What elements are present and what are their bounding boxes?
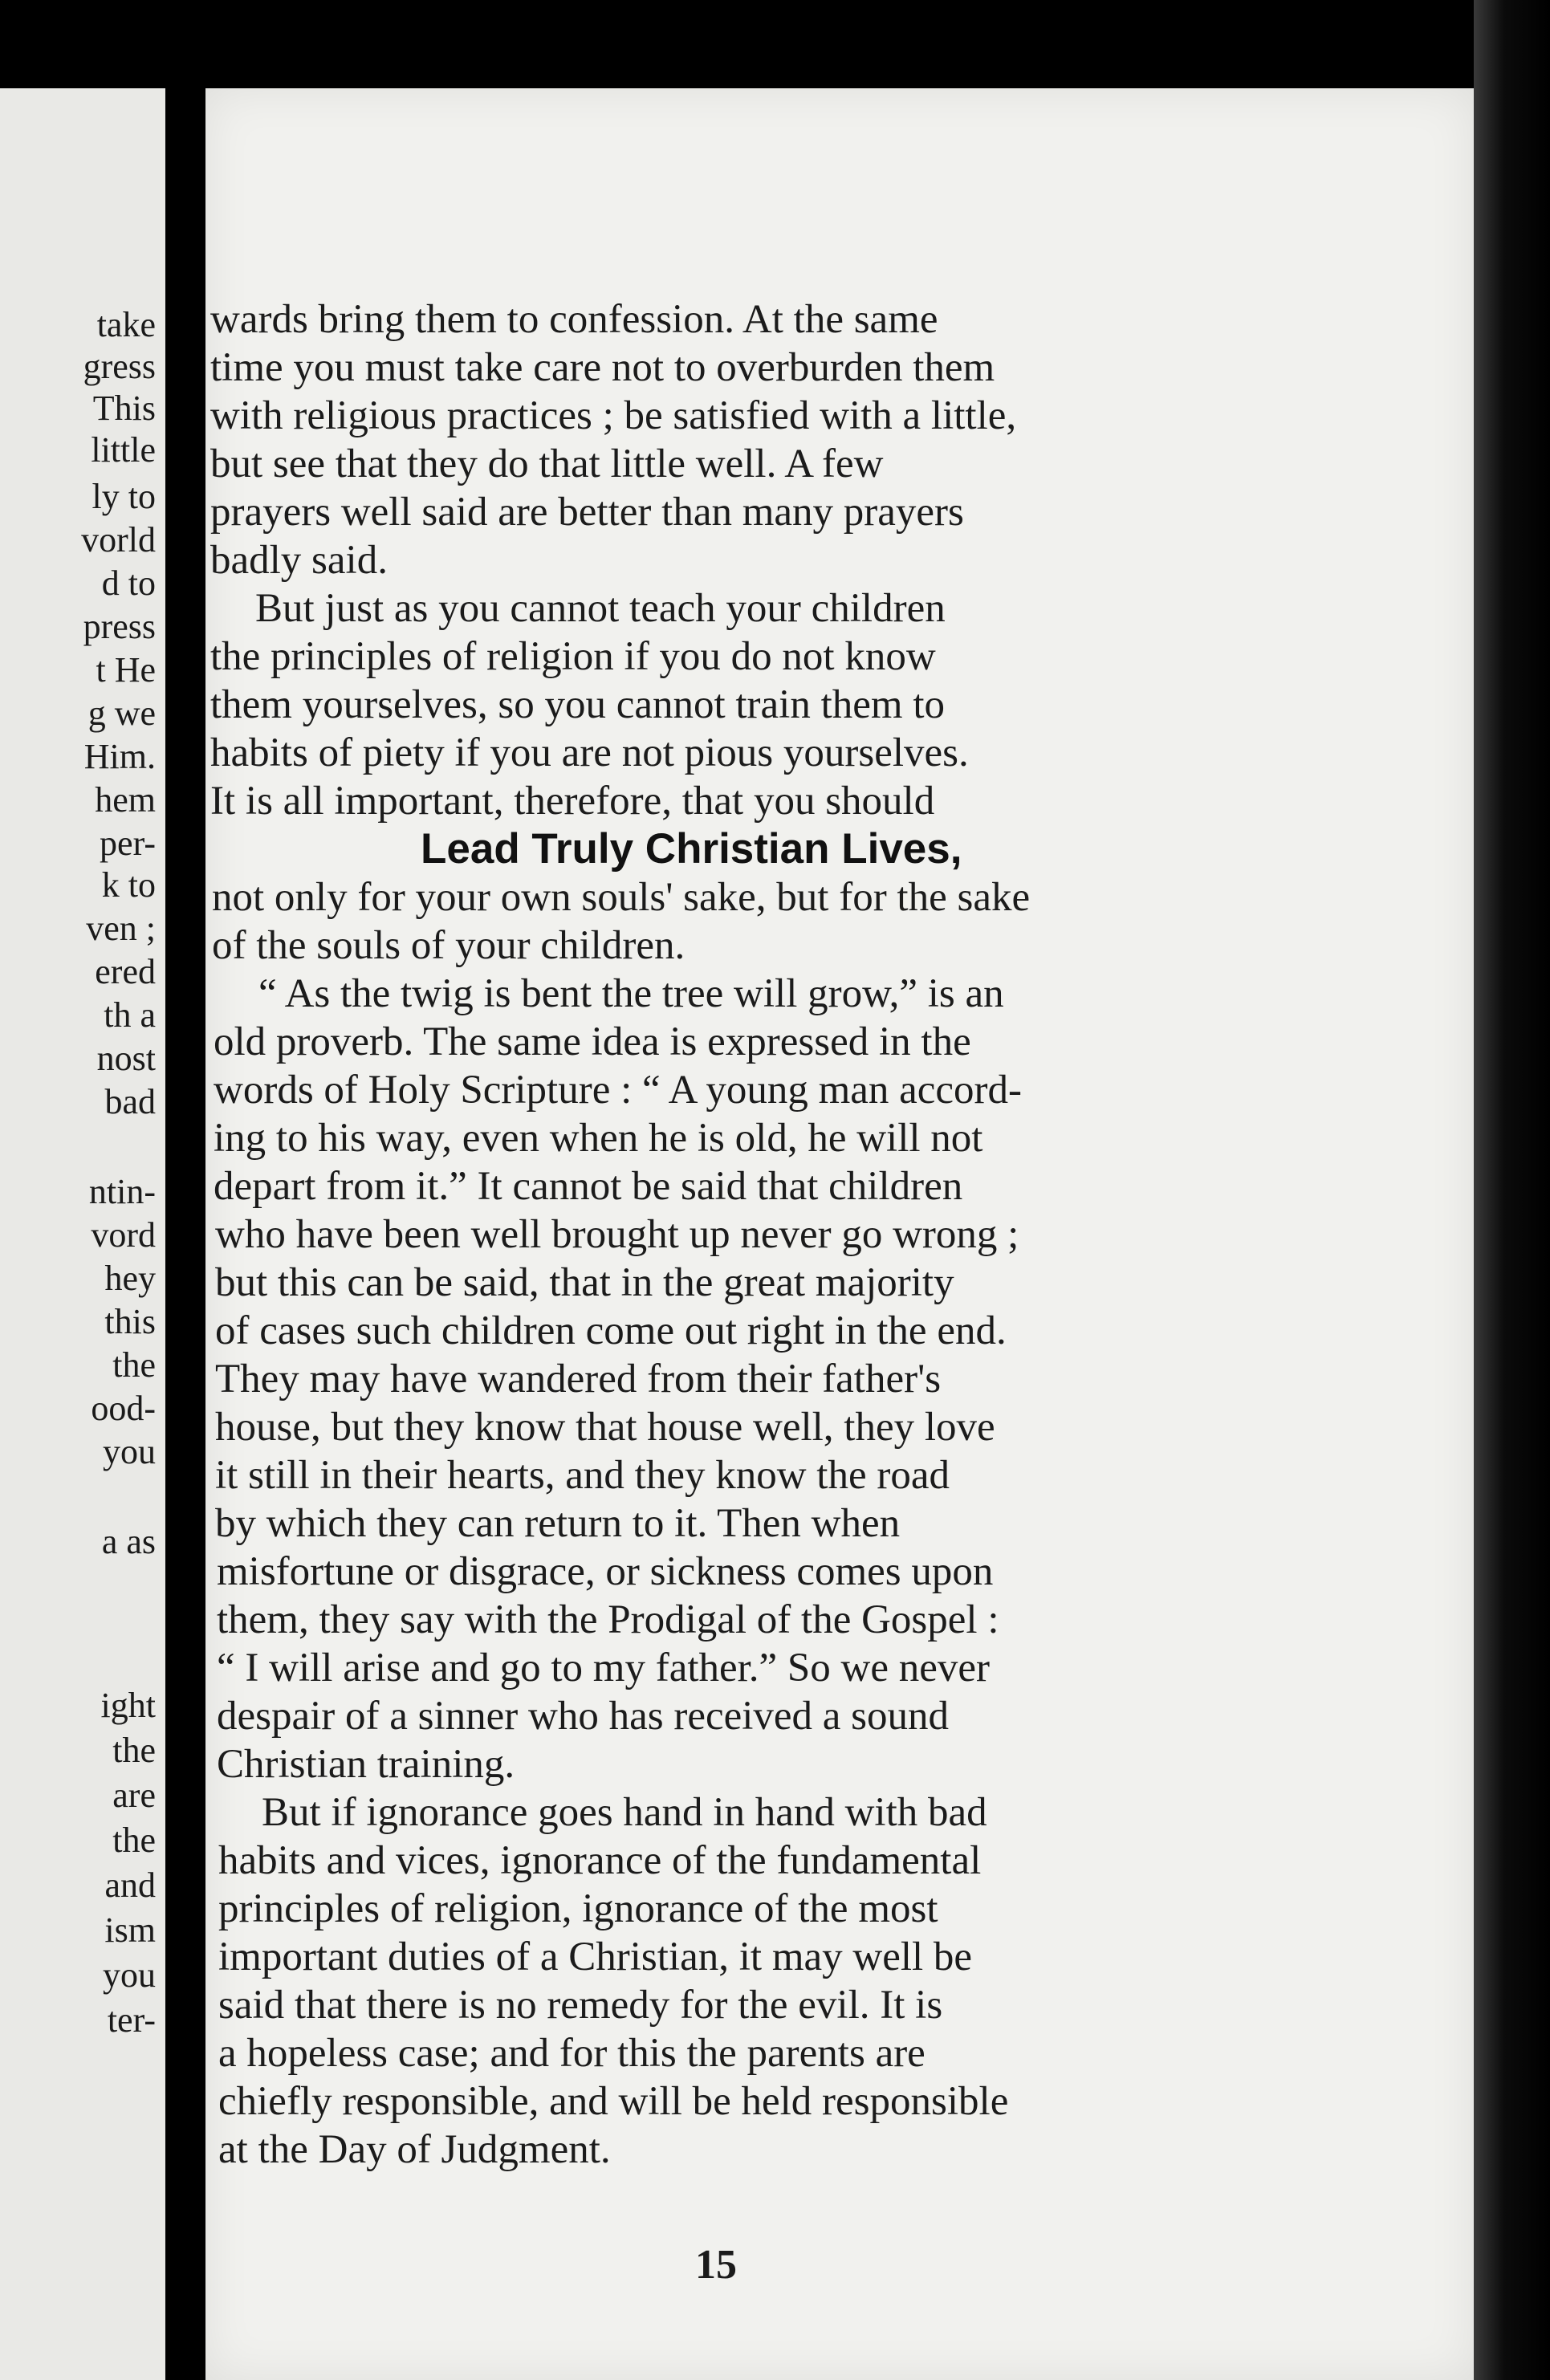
text-line: old proverb. The same idea is expressed in the [214,1019,971,1064]
text-line: but this can be said, that in the great majority [215,1260,954,1305]
left-page-fragment: ood- [91,1389,156,1428]
text-line: But if ignorance goes hand in hand with bad [262,1790,987,1835]
left-page-fragment: gress [83,347,156,386]
text-line: despair of a sinner who has received a sound [217,1694,950,1739]
text-line: words of Holy Scripture : “ A young man accord- [214,1068,1023,1113]
text-line: them yourselves, so you cannot train them to [210,682,945,727]
page-edge-shadow [1474,0,1550,2380]
left-page-fragment: Him. [83,737,156,776]
left-page-edge [0,88,165,2380]
left-page-fragment: d to [101,563,156,603]
text-line: wards bring them to confession. At the same [210,297,938,342]
left-page-fragment: the [112,1731,156,1770]
left-page-fragment: ter- [107,2000,156,2040]
text-line: house, but they know that house well, they love [215,1405,995,1450]
text-line: habits of piety if you are not pious yourselves. [210,730,969,775]
text-line: a hopeless case; and for this the parents are [218,2031,926,2076]
left-page-fragment: little [91,430,156,470]
left-page-fragment: are [112,1776,156,1815]
left-page-fragment: vorld [81,520,156,559]
left-page-fragment: ered [95,952,156,991]
text-line: of cases such children come out right in the end. [215,1308,1007,1353]
left-page-fragment: ven ; [86,909,156,948]
left-page-fragment: the [112,1345,156,1385]
text-line: habits and vices, ignorance of the fundamental [218,1838,982,1883]
right-page [205,88,1474,2380]
text-line: “ As the twig is bent the tree will grow,” is an [258,971,1004,1016]
left-page-fragment: ism [104,1910,156,1950]
left-page-fragment: bad [104,1082,156,1121]
text-line: Christian training. [217,1742,515,1787]
text-line: not only for your own souls' sake, but for the sake [212,875,1031,920]
left-page-fragment: this [104,1302,156,1341]
text-line: of the souls of your children. [212,923,685,968]
text-line: important duties of a Christian, it may well be [218,1935,973,1979]
text-line: chiefly responsible, and will be held responsible [218,2079,1009,2124]
left-page-fragment: vord [91,1215,156,1255]
text-line: principles of religion, ignorance of the most [218,1886,938,1931]
left-page-fragment: ly to [92,477,156,516]
book-gutter [165,0,205,2380]
left-page-fragment: press [83,607,156,646]
left-page-fragment: g we [87,694,156,733]
section-heading: Lead Truly Christian Lives, [421,825,962,873]
text-line: depart from it.” It cannot be said that children [214,1164,963,1209]
text-line: “ I will arise and go to my father.” So we never [217,1646,991,1690]
text-line: it still in their hearts, and they know the road [215,1453,950,1498]
text-line: time you must take care not to overburden them [210,345,995,390]
text-line: the principles of religion if you do not know [210,634,936,679]
text-line: by which they can return to it. Then when [215,1501,901,1546]
left-page-fragment: and [104,1865,156,1905]
text-line: misfortune or disgrace, or sickness comes upon [217,1549,994,1594]
left-page-fragment: t He [96,650,156,690]
left-page-fragment: k to [101,865,156,905]
text-line: them, they say with the Prodigal of the Gospel : [217,1597,999,1642]
text-line: with religious practices ; be satisfied with a little, [210,393,1017,438]
left-page-fragment: a as [101,1522,156,1561]
left-page-fragment: ight [100,1686,156,1725]
text-line: who have been well brought up never go wrong ; [215,1212,1019,1257]
left-page-fragment: nost [96,1039,156,1078]
left-page-fragment: per- [100,824,156,863]
text-line: prayers well said are better than many prayers [210,490,964,535]
text-line: But just as you cannot teach your children [255,586,946,631]
left-page-fragment: ntin- [88,1172,156,1211]
left-page-fragment: hem [95,780,156,820]
left-page-fragment: you [103,1955,156,1995]
left-page-fragment: hey [104,1259,156,1298]
text-line: It is all important, therefore, that you should [210,779,935,824]
left-page-fragment: you [103,1432,156,1471]
text-line: They may have wandered from their father's [215,1357,942,1402]
left-page-fragment: the [112,1821,156,1860]
text-line: but see that they do that little well. A few [210,441,884,486]
page-number: 15 [695,2242,737,2288]
left-page-fragment: This [92,389,156,428]
text-line: at the Day of Judgment. [218,2127,611,2172]
left-page-fragment: take [96,305,156,344]
text-line: badly said. [210,538,388,583]
text-line: said that there is no remedy for the evil. It is [218,1983,943,2028]
left-page-fragment: th a [104,995,156,1035]
text-line: ing to his way, even when he is old, he will not [214,1116,983,1161]
